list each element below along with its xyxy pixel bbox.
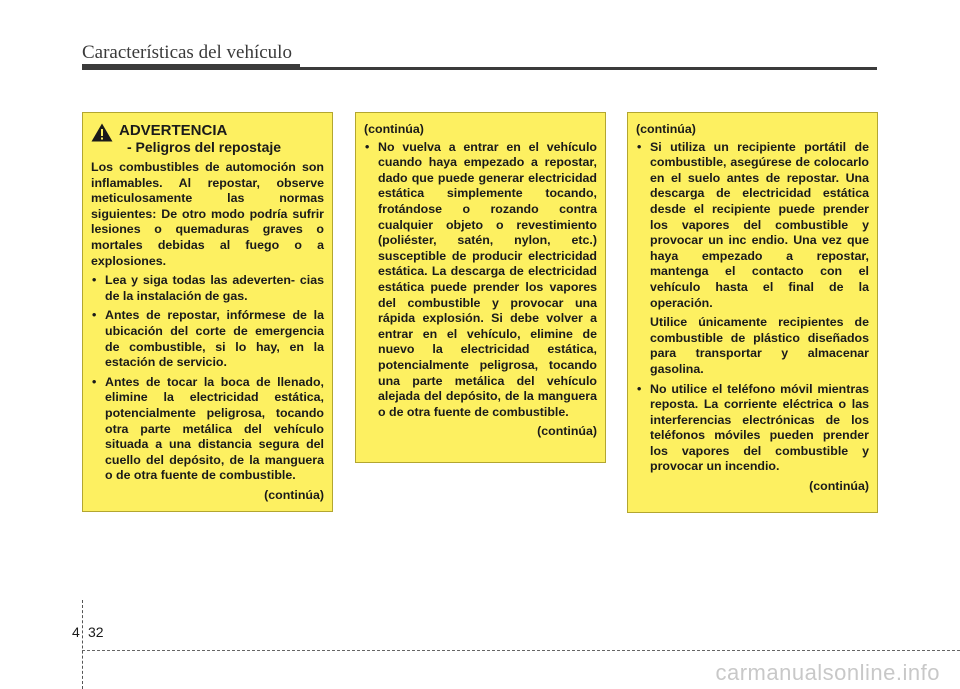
continues-label: (continúa) [809,479,869,494]
watermark: carmanualsonline.info [715,660,940,685]
warning-box-3 [627,112,878,513]
continues-label: (continúa) [264,487,324,502]
continues-label: (continúa) [537,424,597,439]
bullet-list [636,382,869,476]
page-number: 32 [88,624,104,640]
warning-subtitle: - Peligros del repostaje [127,139,282,155]
footer-rule [82,650,960,651]
list-item: • Antes de repostar, infórmese de la ubicación del corte de emergencia de combustible, si lo hay, en la estación de servicio. [92,308,324,370]
section-title: Características del vehículo [82,42,292,63]
continued-label: (continúa) [364,122,424,136]
warning-box-2 [355,112,606,463]
bullet-icon: • [637,381,642,396]
list-item: • No vuelva a entrar en el vehículo cuando haya empezado a repostar, dado que puede generar electricidad estática simplemente tocando, frotándose o rozando contra cualquier objeto o revestimiento (poliéster, satén, nylon, etc.) susceptible de producir electricidad estática. La descarga de electricidad estática puede prender los vapores del combustible y provocar una rápida explosión. Si debe volver a entrar en el vehículo, elimine de nuevo la electricidad estática, potencialmente peligrosa, tocando una parte metálica del vehículo alejada del depósito, de la manguera o de otra fuente de combustible. [365,139,597,419]
list-item: • Lea y siga todas las adeverten- cias de la instalación de gas. [92,273,324,303]
bullet-icon: • [637,139,642,154]
warning-intro: Los combustibles de automoción son inflamables. Al repostar, observe meticulosamente las normas siguientes: De otro modo podría sufrir lesiones o quemaduras graves o mortales debidas al fuego o a explosiones. [91,160,324,268]
bullet-list [364,140,597,421]
bullet-icon: • [92,308,97,323]
chapter-number: 4 [72,624,80,640]
footer-divider-vertical [82,600,84,689]
bullet-list [91,273,324,484]
list-item: • Antes de tocar la boca de llenado, elimine la electricidad estática, potencialmente peligrosa, tocando otra parte metálica del vehículo situada a una distancia segura del cuello del depósito, de la manguera o de otra fuente de combustible. [92,374,324,483]
bullet-icon: • [92,374,97,389]
list-item: • Si utiliza un recipiente portátil de combustible, asegúrese de colocarlo en el suelo antes de repostar. Una descarga de electricidad estática desde el recipiente puede prender los vapores del combustible y provocar un inc endio. Una vez que haya empezado a repostar, mantenga el contacto con el vehículo hasta el final de la operación. [637,139,869,310]
warning-header [91,122,324,156]
list-item-extra: Utilice únicamente recipientes de combustible de plástico diseñados para transportar y almacenar gasolina. [650,315,869,376]
bullet-list [636,140,869,312]
bullet-icon: • [92,273,97,288]
warning-triangle-icon [91,123,113,142]
header-rule [82,67,877,70]
continued-label: (continúa) [636,122,696,136]
warning-box-1 [82,112,333,512]
list-item: • No utilice el teléfono móvil mientras reposta. La corriente eléctrica o las interferencias electrónicas de los teléfonos móviles pueden prender los vapores del combustible y provocar un incendio. [637,381,869,474]
bullet-icon: • [365,139,370,154]
warning-title: ADVERTENCIA [119,122,228,139]
